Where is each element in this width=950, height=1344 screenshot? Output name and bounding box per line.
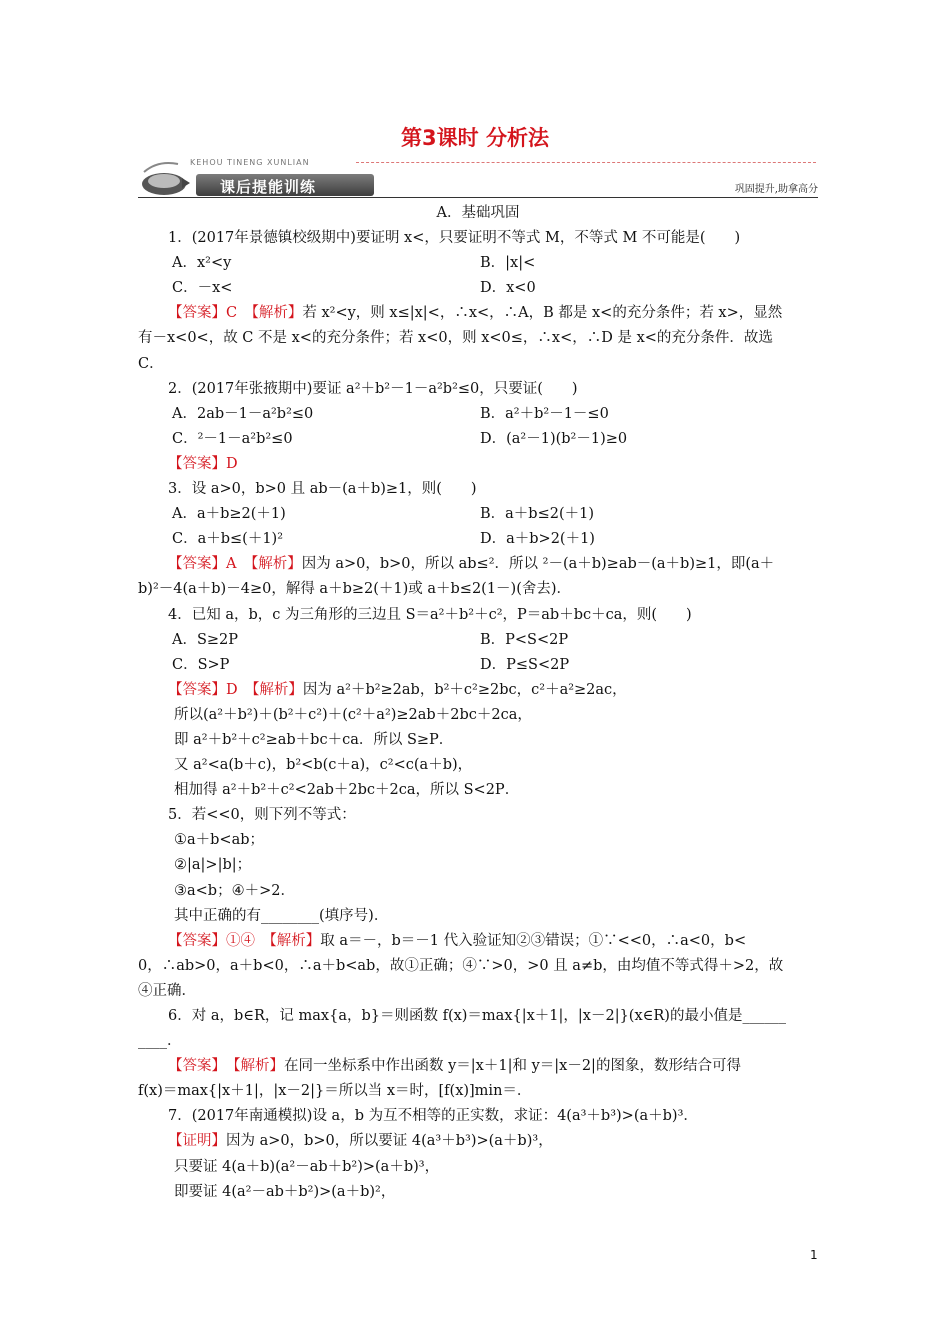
option-row: [138, 527, 818, 552]
option-a: A．a＋b≥2(＋1): [172, 506, 286, 523]
text-line: 又 a²<a(b＋c)，b²<b(c＋a)，c²<c(a＋b)，: [174, 757, 473, 774]
text-line: ③a<b；④＋>2．: [174, 882, 295, 899]
answer-line: [138, 301, 818, 326]
option-b: B．a＋b≤2(＋1): [480, 506, 594, 523]
answer-line: [138, 552, 818, 577]
option-b: D．P≤S<2P: [480, 656, 570, 673]
banner-underline: [138, 197, 818, 198]
option-a: C．a＋b≤(＋1)²: [172, 531, 284, 548]
option-b: D．x<0: [480, 280, 536, 297]
answer-line: [138, 678, 818, 703]
answer-line: [138, 1054, 818, 1079]
exercise-content: [138, 201, 818, 1205]
answer-text: 因为 a>0，b>0，所以 ab≤²．所以 ²－(a＋b)≥ab－(a＋b)≥1，即(a＋: [301, 556, 775, 573]
question-line: 7．(2017年南通模拟)设 a，b 为互不相等的正实数，求证：4(a³＋b³)>(a＋b)³．: [168, 1108, 698, 1125]
text-line: b)²－4(a＋b)－4≥0，解得 a＋b≥2(＋1)或 a＋b≤2(1－)(舍去)．: [138, 581, 572, 598]
option-a: A．S≥2P: [172, 631, 239, 648]
answer-text: 若 x²<y，则 x≤|x|<，∴x<，∴A，B 都是 x<的充分条件；若 x>，显然: [302, 305, 783, 322]
text-line: 0，∴ab>0，a＋b<0，∴a＋b<ab，故①正确；④∵>0，>0 且 a≠b，由均值不等式得＋>2，故: [138, 957, 784, 974]
text-line: ④正确．: [138, 982, 196, 999]
text-line: f(x)＝max{|x＋1|，|x－2|}＝所以当 x＝时，[f(x)]min＝．: [138, 1083, 532, 1100]
section-heading: A．基础巩固: [436, 205, 520, 221]
page-number: 1: [810, 1248, 818, 1262]
answer-tag: 【答案】D 【解析】: [168, 681, 303, 698]
option-a: C．－x<: [172, 280, 233, 297]
answer-text: 取 a＝－，b＝－1 代入验证知②③错误；①∵<<0，∴a<0，b<: [320, 932, 747, 949]
option-row: [138, 628, 818, 653]
text-line: C．: [138, 355, 164, 372]
text-line: ①a＋b<ab；: [174, 832, 265, 849]
option-b: D．a＋b>2(＋1): [480, 531, 595, 548]
question-line: 3．设 a>0，b>0 且 ab－(a＋b)≥1，则( ): [168, 481, 477, 498]
option-row: [138, 502, 818, 527]
option-b: B．a²＋b²－1－≤0: [480, 405, 609, 422]
banner-label: 课后提能训练: [220, 178, 317, 196]
option-a: C．²－1－a²b²≤0: [172, 430, 293, 447]
text-line: 即 a²＋b²＋c²≥ab＋bc＋ca．所以 S≥P．: [174, 731, 454, 748]
option-a: A．x²<y: [172, 255, 232, 272]
option-b: B．P<S<2P: [480, 631, 569, 648]
question-line: 6．对 a，b∈R，记 max{a，b}＝则函数 f(x)＝max{|x＋1|，|x－2|}(x∈R)的最小值是______: [168, 1008, 786, 1024]
answer-line: [138, 929, 818, 954]
option-row: [138, 427, 818, 452]
text-line: 其中正确的有________(填序号)．: [174, 907, 389, 924]
text-line: 只要证 4(a＋b)(a²－ab＋b²)>(a＋b)³，: [174, 1158, 440, 1175]
answer-text: 因为 a>0，b>0，所以要证 4(a³＋b³)>(a＋b)³，: [226, 1133, 553, 1150]
option-row: [138, 402, 818, 427]
text-line: 相加得 a²＋b²＋c²<2ab＋2bc＋2ca，所以 S<2P．: [174, 782, 520, 799]
question-line: 4．已知 a，b，c 为三角形的三边且 S＝a²＋b²＋c²，P＝ab＋bc＋ca，则( ): [168, 606, 692, 623]
answer-tag: 【答案】C 【解析】: [168, 305, 303, 322]
answer-text: 因为 a²＋b²≥2ab，b²＋c²≥2bc，c²＋a²≥2ac，: [302, 681, 627, 698]
option-row: [138, 653, 818, 678]
section-banner: [138, 152, 818, 200]
question-line: 1．(2017年景德镇校级期中)要证明 x<，只要证明不等式 M，不等式 M 不可能是( ): [168, 230, 741, 247]
question-line: 5．若<<0，则下列不等式：: [168, 807, 356, 824]
question-line: 2．(2017年张掖期中)要证 a²＋b²－1－a²b²≤0，只要证( ): [168, 380, 578, 397]
text-line: 即要证 4(a²－ab＋b²)>(a＋b)²，: [174, 1183, 396, 1200]
answer-tag: 【答案】①④ 【解析】: [168, 932, 321, 949]
answer-tag: 【答案】 【解析】: [168, 1058, 284, 1075]
answer-tag: 【答案】D: [168, 455, 238, 472]
option-row: [138, 251, 818, 276]
text-line: 所以(a²＋b²)＋(b²＋c²)＋(c²＋a²)≥2ab＋2bc＋2ca，: [174, 706, 532, 723]
answer-line: [138, 1129, 818, 1154]
answer-text: 在同一坐标系中作出函数 y＝|x＋1|和 y＝|x－2|的图象，数形结合可得: [284, 1058, 741, 1075]
option-b: B．|x|<: [480, 255, 536, 272]
text-line: ②|a|>|b|；: [174, 857, 252, 874]
text-line: 有－x<0<，故 C 不是 x<的充分条件；若 x<0，则 x<0≤，∴x<，∴D 是 x<的充分条件．故选: [138, 330, 773, 347]
banner-label-box: [196, 174, 374, 196]
banner-right-text: 巩固提升,助拿高分: [734, 184, 818, 195]
page-title: 第3课时 分析法: [401, 126, 549, 150]
banner-divider: [356, 162, 816, 163]
banner-pinyin: KEHOU TINENG XUNLIAN: [190, 158, 310, 167]
answer-line: [138, 452, 818, 477]
option-b: D．(a²－1)(b²－1)≥0: [480, 430, 628, 447]
option-a: A．2ab－1－a²b²≤0: [172, 405, 314, 422]
answer-tag: 【答案】A 【解析】: [168, 556, 302, 573]
answer-tag: 【证明】: [168, 1133, 226, 1150]
option-a: C．S>P: [172, 656, 230, 673]
option-row: [138, 276, 818, 301]
text-line: ____．: [138, 1033, 182, 1050]
